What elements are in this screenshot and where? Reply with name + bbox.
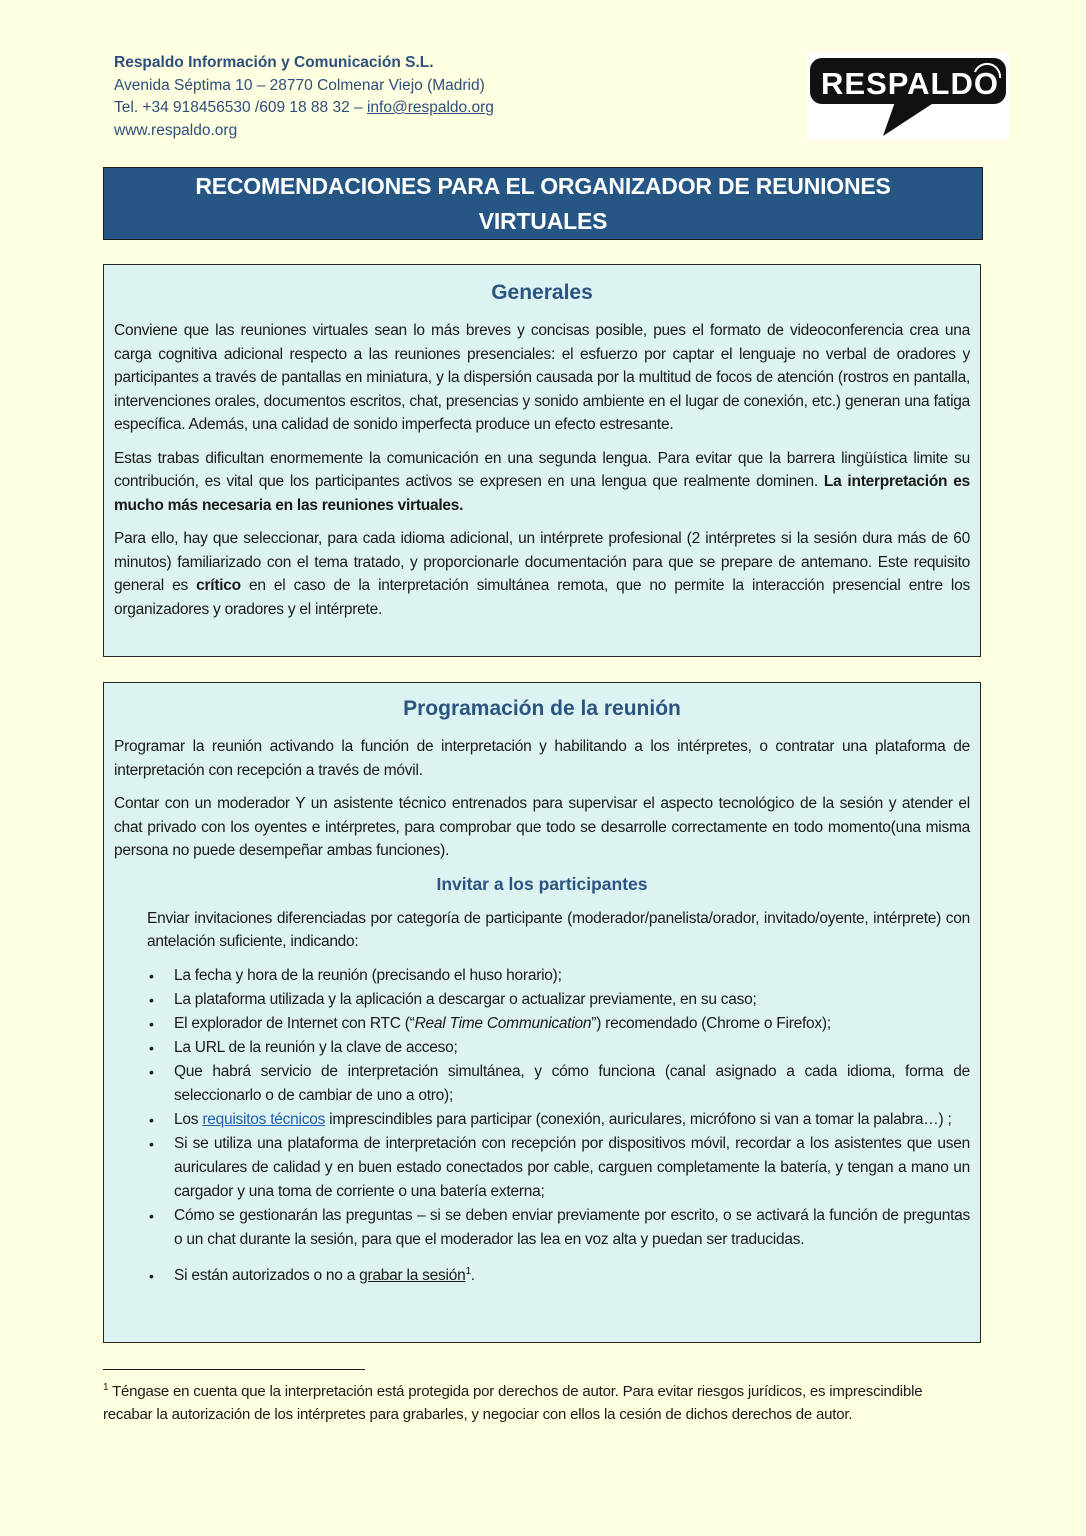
bullet-icon: • xyxy=(149,1111,154,1128)
list-item xyxy=(147,1204,970,1252)
bullet-icon: • xyxy=(149,967,154,984)
speech-bubble-logo-icon xyxy=(807,52,1009,140)
list-item-text: Los xyxy=(174,1110,203,1128)
p3-before: Para ello, hay que seleccionar, para cada idioma adicional, un intérprete profesional (2 intérpretes si la sesión dura más de 60 minutos) familiarizado con el tema tratado, y proporcionarle documentación para que se prepare de antemano. Este requisito general es xyxy=(114,530,970,594)
footnote-marker: 1 xyxy=(103,1382,109,1393)
bullet-icon: • xyxy=(149,1267,154,1284)
footnote-separator xyxy=(103,1369,365,1370)
p2-text: Estas trabas dificultan enormemente la comunicación en una segunda lengua. Para evitar que la barrera lingüística limite su contribución, es vital que los participantes activos se expresen en una lengua que realmente dominen. xyxy=(114,449,970,490)
invitar-intro: Enviar invitaciones diferenciadas por categoría de participante (moderador/panelista/orador, invitado/oyente, intérprete) con antelación suficiente, indicando: xyxy=(147,909,970,950)
p3-after: en el caso de la interpretación simultánea remota, que no permite la interacción presencial entre los organizadores y oradores y el intérprete. xyxy=(114,577,970,618)
phone-text: Tel. +34 918456530 /609 18 88 32 – xyxy=(114,99,367,116)
respaldo-logo xyxy=(807,52,1009,140)
letterhead xyxy=(114,52,494,142)
list-item-text: Que habrá servicio de interpretación simultánea, y cómo funciona (canal asignado a cada idioma, forma de seleccionarlo o de cambiar de uno a otro); xyxy=(174,1062,970,1104)
list-item-text: . xyxy=(470,1266,475,1284)
list-item xyxy=(147,1060,970,1108)
company-name: Respaldo Información y Comunicación S.L. xyxy=(114,54,434,71)
generales-paragraph-2 xyxy=(114,447,970,518)
generales-paragraph-1: Conviene que las reuniones virtuales sean lo más breves y concisas posible, pues el formato de videoconferencia crea una carga cognitiva adicional respecto a las reuniones presenciales: el esfuerzo por captar el lenguaje no verbal de oradores y participantes a través de pantallas en miniatura, y la dispersión causada por la multitud de focos de atención (rostros en pantalla, intervenciones orales, documentos escritos, chat, presencias y sonido ambiente en el lugar de conexión, etc.) generan una fatiga específica. Además, una calidad de sonido imperfecta produce un efecto estresante. xyxy=(114,322,970,433)
document-title: RECOMENDACIONES PARA EL ORGANIZADOR DE REUNIONES VIRTUALES xyxy=(195,172,891,234)
logo-text: RESPALDO xyxy=(821,66,999,101)
company-website[interactable]: www.respaldo.org xyxy=(114,121,238,139)
list-item-text: La fecha y hora de la reunión (precisando el huso horario); xyxy=(174,966,562,984)
list-item xyxy=(147,1264,970,1288)
generales-paragraph-3 xyxy=(114,527,970,621)
bullet-icon: • xyxy=(149,991,154,1008)
list-item-text: La plataforma utilizada y la aplicación a descargar o actualizar previamente, en su caso; xyxy=(174,990,757,1008)
footnote-text: Téngase en cuenta que la interpretación está protegida por derechos de autor. Para evitar riesgos jurídicos, es imprescindible recabar la autorización de los intérpretes para grabarles, y negociar con ellos la cesión de dichos derechos de autor. xyxy=(103,1383,923,1423)
requisitos-tecnicos-link[interactable]: requisitos técnicos xyxy=(202,1110,326,1128)
section-heading-programacion: Programación de la reunión xyxy=(403,697,681,720)
bullet-icon: • xyxy=(149,1015,154,1032)
subheading-invitar: Invitar a los participantes xyxy=(436,873,648,894)
list-item xyxy=(147,1036,970,1060)
bullet-icon: • xyxy=(149,1207,154,1224)
list-item-text: imprescindibles para participar (conexión, auriculares, micrófono si van a tomar la palabra…) ; xyxy=(325,1110,952,1128)
programacion-paragraph-1: Programar la reunión activando la función de interpretación y habilitando a los intérpretes, o contratar una plataforma de interpretación con recepción a través de móvil. xyxy=(114,738,970,779)
list-item-text: Cómo se gestionarán las preguntas – si se deben enviar previamente por escrito, o se activará la función de preguntas o un chat durante la sesión, para que el moderador las lea en voz alta y puedan ser traducidas. xyxy=(174,1206,970,1248)
company-address: Avenida Séptima 10 – 28770 Colmenar Viejo (Madrid) xyxy=(114,76,485,94)
list-item xyxy=(147,1012,970,1036)
section-heading-generales: Generales xyxy=(491,281,593,304)
document-title-banner xyxy=(103,167,983,240)
bullet-icon: • xyxy=(149,1135,154,1152)
company-phone xyxy=(114,97,494,120)
section-programacion xyxy=(103,682,981,1343)
p2-bold: La interpretación es mucho más necesaria en las reuniones virtuales. xyxy=(114,473,970,514)
bullet-icon: • xyxy=(149,1039,154,1056)
footnote xyxy=(103,1380,943,1426)
list-item-text: Si están autorizados o no a xyxy=(174,1266,360,1284)
list-item xyxy=(147,964,970,988)
italic-term: Real Time Communication xyxy=(414,1014,592,1032)
invitation-checklist xyxy=(114,964,970,1288)
grabar-sesion-text: grabar la sesión xyxy=(359,1266,466,1284)
list-item-text: ”) recomendado (Chrome o Firefox); xyxy=(591,1014,831,1032)
list-item-text: La URL de la reunión y la clave de acceso; xyxy=(174,1038,458,1056)
list-item-text: El explorador de Internet con RTC (“ xyxy=(174,1014,415,1032)
list-item xyxy=(147,988,970,1012)
programacion-paragraph-2: Contar con un moderador Y un asistente técnico entrenados para supervisar el aspecto tecnológico de la sesión y atender el chat privado con los oyentes e intérpretes, para comprobar que todo se desarrolle correctamente en todo momento(una misma persona no puede desempeñar ambas funciones). xyxy=(114,795,970,859)
footnote-reference[interactable]: 1 xyxy=(465,1265,471,1277)
list-item xyxy=(147,1108,970,1132)
section-generales xyxy=(103,264,981,657)
list-item xyxy=(147,1132,970,1204)
list-item-text: Si se utiliza una plataforma de interpretación con recepción por dispositivos móvil, recordar a los asistentes que usen auriculares de calidad y en buen estado conectados por cable, carguen completamente la batería, y tengan a mano un cargador y una toma de corriente o una batería externa; xyxy=(174,1134,970,1200)
p3-bold: crítico xyxy=(196,577,241,594)
email-link[interactable]: info@respaldo.org xyxy=(366,99,494,116)
bullet-icon: • xyxy=(149,1063,154,1080)
